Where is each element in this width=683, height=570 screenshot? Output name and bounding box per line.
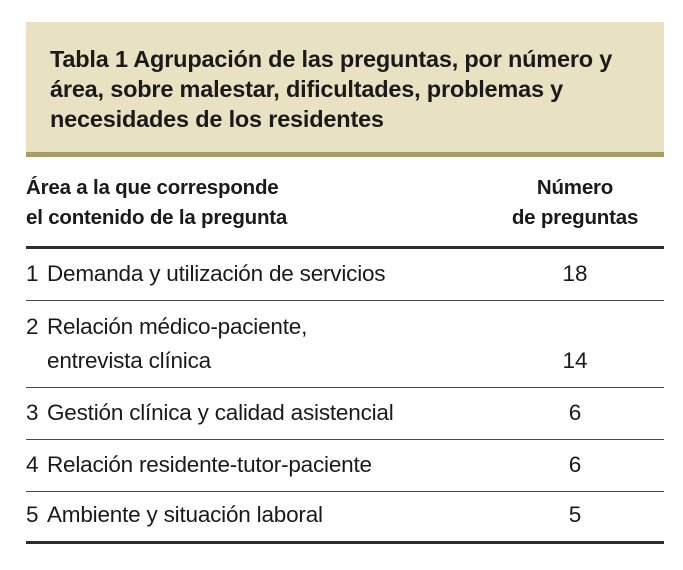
row-area-cell xyxy=(26,310,486,378)
data-table xyxy=(26,22,664,544)
table-caption-text: Tabla 1 Agrupación de las preguntas, por número y área, sobre malestar, dificultades, problemas y necesidades de los residentes xyxy=(50,46,613,132)
row-index: 2 xyxy=(26,314,39,339)
header-count-line1: Número xyxy=(536,176,614,199)
row-count: 14 xyxy=(562,348,588,373)
row-area-cell xyxy=(26,396,486,430)
table-row xyxy=(26,388,664,440)
row-index: 3 xyxy=(26,400,39,425)
row-area-text-line2: entrevista clínica xyxy=(47,348,211,373)
table-row xyxy=(26,249,664,301)
row-count: 18 xyxy=(562,261,588,286)
table-caption xyxy=(26,22,664,157)
header-area-column xyxy=(26,173,446,233)
table-header-row xyxy=(26,157,664,249)
row-index: 4 xyxy=(26,452,39,477)
row-count: 6 xyxy=(568,400,582,425)
table-row xyxy=(26,440,664,492)
row-index: 5 xyxy=(26,502,39,527)
row-area-cell xyxy=(26,448,486,482)
header-count-line2: de preguntas xyxy=(511,206,639,229)
row-count: 6 xyxy=(568,452,582,477)
row-area-text: Relación médico-paciente, xyxy=(47,314,308,339)
row-area-cell xyxy=(26,257,486,291)
header-area-line2: el contenido de la pregunta xyxy=(26,206,288,229)
header-area-line1: Área a la que corresponde xyxy=(26,176,279,199)
row-index: 1 xyxy=(26,261,39,286)
row-area-text: Relación residente-tutor-paciente xyxy=(47,452,372,477)
table-row xyxy=(26,301,664,388)
row-area-text: Demanda y utilización de servicios xyxy=(47,261,386,286)
row-count: 5 xyxy=(568,502,582,527)
table-row xyxy=(26,492,664,544)
row-area-text: Gestión clínica y calidad asistencial xyxy=(47,400,394,425)
row-area-text: Ambiente y situación laboral xyxy=(47,502,323,527)
row-area-cell xyxy=(26,498,486,532)
header-count-column xyxy=(488,173,662,233)
